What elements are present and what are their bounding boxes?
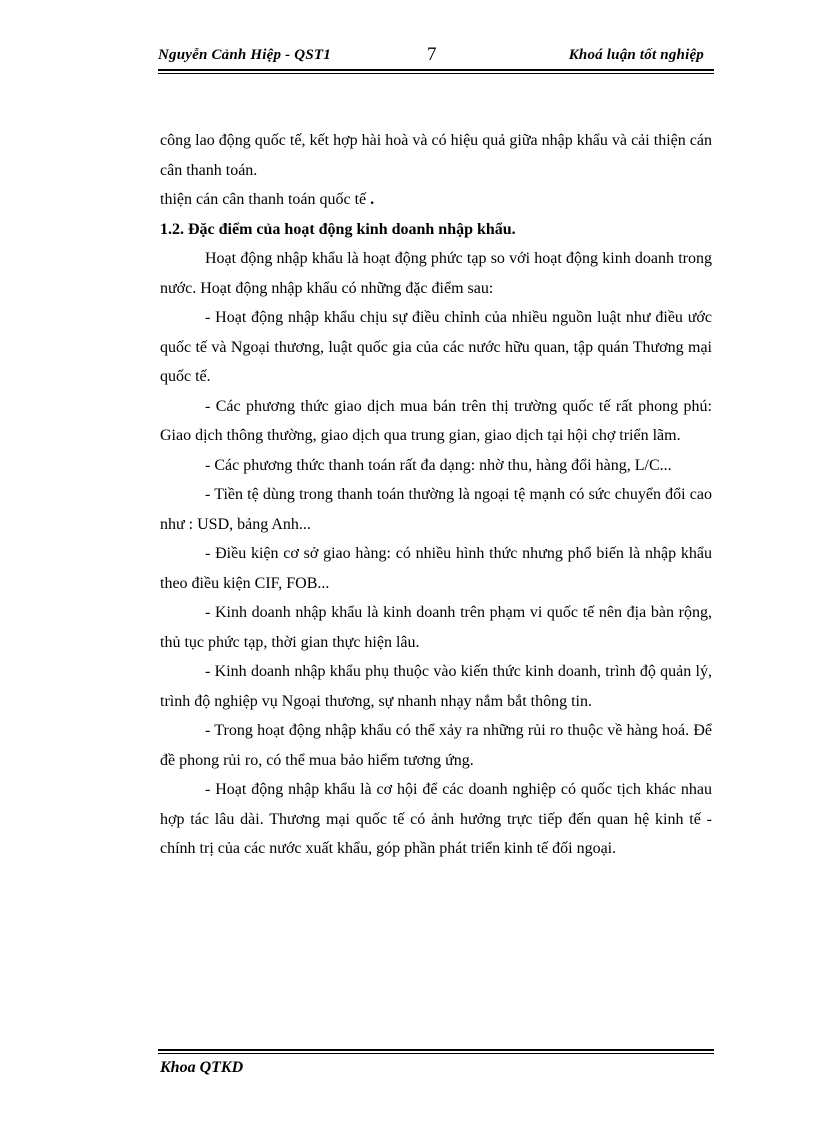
body-paragraph: - Các phương thức giao dịch mua bán trên thị trường quốc tế rất phong phú: Giao dịch thông thường, giao dịch qua trung gian, giao dịch tại hội chợ triển lãm. [160,397,712,444]
section-heading: 1.2. Đặc điểm của hoạt động kinh doanh nhập khẩu. [160,220,516,238]
fragment-text: thiện cán cân thanh toán quốc tế [160,191,367,208]
footer-department: Khoa QTKD [160,1059,244,1076]
body-paragraph: - Hoạt động nhập khẩu chịu sự điều chỉnh của nhiều nguồn luật như điều ước quốc tế và Ngoại thương, luật quốc gia của các nước hữu quan, tập quán Thương mại quốc tế. [160,309,712,385]
body-paragraph: - Các phương thức thanh toán rất đa dạng: nhờ thu, hàng đổi hàng, L/C... [205,456,672,474]
body-paragraph-fragment [160,185,712,215]
page-number: 7 [427,44,437,65]
footer-rule-thin [158,1053,714,1054]
header-doc-title: Khoá luận tốt nghiệp [568,47,704,63]
header-author: Nguyễn Cảnh Hiệp - QST1 [158,47,331,63]
body-paragraph: - Kinh doanh nhập khẩu là kinh doanh trên phạm vi quốc tế nên địa bàn rộng, thủ tục phức tạp, thời gian thực hiện lâu. [160,604,712,651]
body-paragraph: - Kinh doanh nhập khẩu phụ thuộc vào kiến thức kinh doanh, trình độ quản lý, trình độ nghiệp vụ Ngoại thương, sự nhanh nhạy nắm bắt thông tin. [160,663,712,710]
body-paragraph: Hoạt động nhập khẩu là hoạt động phức tạp so với hoạt động kinh doanh trong nước. Hoạt động nhập khẩu có những đặc điểm sau: [160,250,712,297]
body-paragraph: - Tiền tệ dùng trong thanh toán thường là ngoại tệ mạnh có sức chuyển đổi cao như : USD, bảng Anh... [160,486,712,533]
page-header [158,44,712,68]
body-paragraph: - Hoạt động nhập khẩu là cơ hội để các doanh nghiệp có quốc tịch khác nhau hợp tác lâu dài. Thương mại quốc tế có ảnh hưởng trực tiếp đến quan hệ kinh tế - chính trị của các nước xuất khẩu, góp phần phát triển kinh tế đối ngoại. [160,781,712,857]
fragment-tail: . [366,191,375,208]
header-rule-thick [158,69,714,71]
body-paragraph: - Trong hoạt động nhập khẩu có thể xảy ra những rủi ro thuộc về hàng hoá. Để đề phong rủi ro, có thể mua bảo hiểm tương ứng. [160,722,712,769]
footer-rule-thick [158,1049,714,1051]
body-paragraph: - Điều kiện cơ sở giao hàng: có nhiều hình thức nhưng phổ biến là nhập khẩu theo điều kiện CIF, FOB... [160,545,712,592]
header-rule-thin [158,73,714,74]
page-body [160,126,712,864]
body-paragraph-continuation: công lao động quốc tế, kết hợp hài hoà và có hiệu quả giữa nhập khẩu và cải thiện cán cân thanh toán. [160,132,712,179]
